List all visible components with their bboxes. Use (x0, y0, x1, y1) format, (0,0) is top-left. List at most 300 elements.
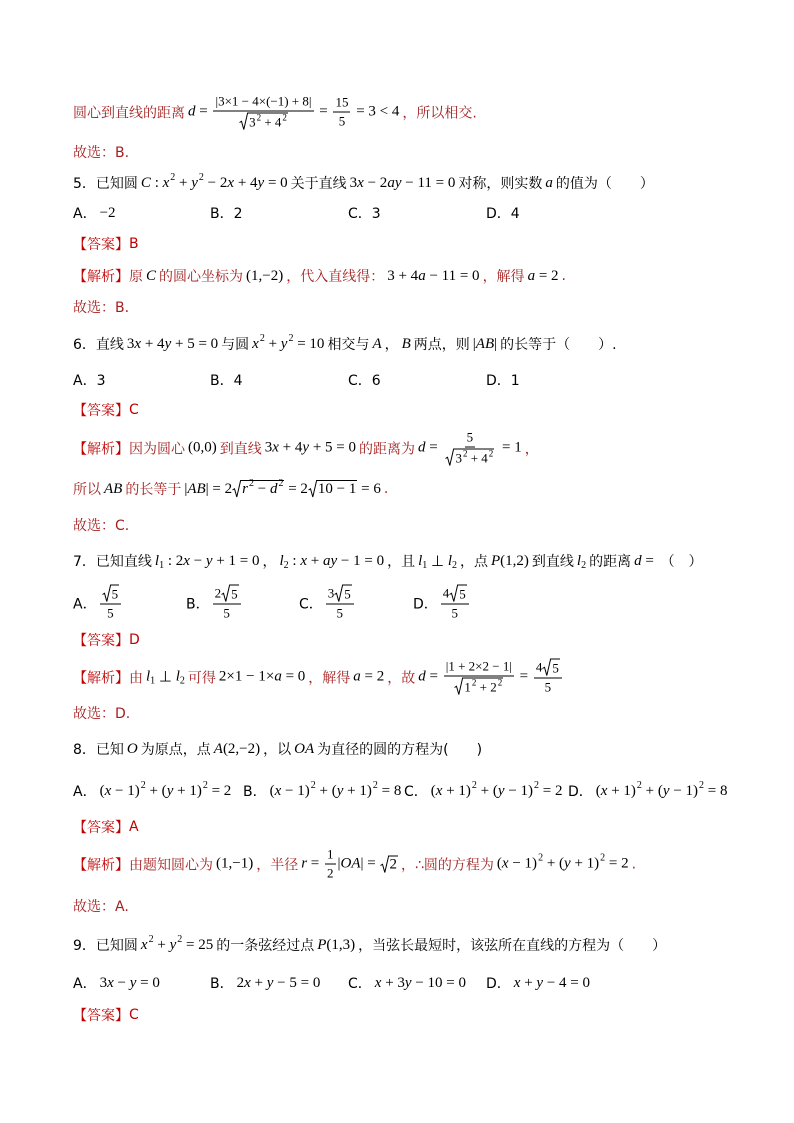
text-run: 6．直线 (73, 337, 124, 353)
text-run: D．1 (486, 373, 520, 389)
math-expression: 1 (327, 846, 334, 862)
analysis-line (73, 659, 564, 696)
math-expression: | (184, 480, 188, 497)
superscript: 2 (202, 779, 208, 791)
math-variable: l (447, 552, 452, 569)
math-expression: (1,−1) (216, 855, 254, 872)
fraction (325, 847, 336, 882)
text-run: 原 (129, 269, 143, 285)
superscript: 2 (148, 933, 154, 945)
math-expression: 2 (389, 856, 397, 872)
math-expression: = 8 (377, 782, 402, 799)
radicand (241, 480, 284, 498)
superscript: 2 (278, 478, 284, 489)
option-b (210, 370, 243, 390)
superscript: 2 (288, 332, 294, 344)
text-run: 的值为（ ） (555, 176, 654, 192)
math-expression: + (250, 974, 267, 991)
math-variable: AB (104, 480, 123, 497)
math-variable: OA (340, 855, 361, 872)
math-expression: 3 (349, 174, 358, 191)
math-variable: y (205, 552, 213, 569)
math-expression: 3 (264, 439, 273, 456)
fraction (326, 585, 354, 622)
math-expression: − 2 (363, 174, 388, 191)
math-expression: 1 (464, 679, 471, 694)
math-variable: d (417, 439, 426, 456)
superscript: 2 (372, 779, 378, 791)
math-expression: − 1) (504, 782, 534, 799)
superscript: 2 (259, 332, 265, 344)
text-run: . (631, 856, 637, 872)
math-expression: = 2 (207, 782, 232, 799)
math-variable: A (372, 335, 382, 352)
math-expression: | (472, 335, 476, 352)
math-expression: | = (360, 855, 380, 872)
section-tag: 【答案】 (73, 1008, 129, 1024)
text-run: 为直径的圆的方程为( ) (317, 742, 483, 758)
math-expression: 10 − 1 (317, 481, 357, 497)
math-expression: + ( (476, 782, 498, 799)
square-root (449, 585, 467, 603)
math-expression: 2 (214, 585, 222, 601)
math-expression: | (494, 335, 498, 352)
square-root (542, 659, 560, 677)
text-run: 两点，则 (413, 337, 470, 353)
math-expression: = 0 (281, 668, 306, 685)
text-run: C．6 (348, 373, 381, 389)
text-run: . (561, 268, 566, 284)
math-expression: − 4 = 0 (543, 974, 591, 991)
option-b (243, 781, 401, 801)
square-root (445, 449, 494, 467)
text-run: 8．已知 (73, 742, 124, 758)
radicand (454, 449, 494, 467)
math-variable: x (272, 439, 279, 456)
math-expression: 5 (459, 586, 466, 601)
option-c (348, 973, 466, 993)
math-expression: : 2 (164, 552, 184, 569)
math-variable: l (576, 552, 582, 569)
math-expression: − (253, 481, 270, 497)
fraction (534, 659, 562, 696)
stem-line (73, 935, 666, 955)
fraction-denominator (105, 605, 116, 622)
radicand (389, 855, 399, 873)
option-b (186, 585, 243, 622)
superscript: 2 (248, 478, 254, 489)
math-expression: (2,−2) (222, 740, 261, 757)
text-run: 对称，则实数 (458, 176, 543, 192)
math-expression: (0,0) (188, 439, 217, 456)
math-expression: −2 (99, 204, 116, 221)
text-run: 可得 (187, 670, 216, 686)
superscript: 2 (497, 677, 503, 687)
fraction (100, 585, 122, 622)
text-run: 因为圆心 (129, 441, 185, 457)
text-run: C (129, 402, 139, 418)
stem-line (73, 551, 703, 571)
fraction-denominator (452, 677, 505, 696)
math-variable: x (357, 174, 364, 191)
text-run: 的距离 (589, 554, 632, 570)
option-c (299, 585, 356, 622)
answer-line (73, 817, 139, 837)
radical-sign-icon (239, 113, 248, 131)
math-expression: = (515, 668, 532, 685)
fraction (213, 94, 313, 131)
square-root (221, 585, 239, 603)
text-run: ，半径 (256, 857, 299, 873)
math-variable: y (266, 974, 274, 991)
math-expression: + 1) (173, 782, 202, 799)
math-variable: x (300, 552, 308, 569)
math-expression: − 5 = 0 (273, 974, 321, 991)
text-run: 9．已知圆 (73, 938, 138, 954)
superscript: 2 (170, 171, 176, 183)
math-expression: = 2 (535, 267, 559, 284)
math-expression: − 2 (203, 174, 228, 191)
section-tag: 【答案】 (73, 633, 129, 649)
math-expression: 3 (249, 114, 256, 129)
math-expression: 5 (451, 605, 459, 621)
math-variable: a (545, 174, 553, 191)
radicand (343, 585, 352, 603)
option-d (486, 203, 520, 223)
math-expression: + (520, 974, 537, 991)
subscript: 2 (581, 559, 587, 571)
section-tag: 【解析】 (73, 269, 129, 285)
text-run: ， (524, 441, 539, 457)
text-run: ，解得 (482, 269, 525, 285)
text-run: D． (568, 784, 593, 800)
fraction-denominator (543, 679, 554, 696)
superscript: 2 (256, 112, 262, 122)
fraction-numerator (100, 585, 122, 605)
text-run: 的一条弦经过点 (216, 938, 315, 954)
math-expression: (1,−2) (246, 267, 284, 284)
math-variable: y (536, 974, 544, 991)
math-variable: x (162, 174, 170, 191)
section-tag: 【解析】 (73, 670, 129, 686)
math-variable: OA (294, 740, 315, 757)
square-root (454, 678, 503, 696)
math-expression: − 11 = 0 (401, 174, 456, 191)
text-run: B． (186, 596, 210, 612)
text-run: C． (348, 976, 372, 992)
radical-sign-icon (449, 585, 458, 603)
math-expression: = 0 (136, 974, 160, 991)
note-line (73, 94, 477, 131)
math-expression: ( (595, 782, 601, 799)
radicand (248, 113, 288, 131)
math-variable: B (401, 335, 411, 352)
math-variable: y (336, 782, 344, 799)
math-expression: |3×1 − 4×(−1) + 8| (215, 93, 312, 109)
math-variable: P (491, 552, 501, 569)
math-variable: x (501, 855, 509, 872)
text-run: 故选：C. (73, 518, 130, 534)
radical-sign-icon (232, 480, 241, 498)
math-expression: = 2 (284, 480, 308, 497)
text-run: 相交与 (327, 337, 370, 353)
text-run: 故选：D. (73, 706, 131, 722)
superscript: 2 (488, 448, 494, 458)
text-run: B (129, 236, 139, 252)
superscript: 2 (636, 779, 642, 791)
math-expression: ⊥ (427, 553, 448, 570)
section-tag: 【答案】 (73, 820, 129, 836)
math-expression: − (189, 552, 206, 569)
fraction-denominator (237, 112, 290, 131)
math-variable: a (353, 668, 361, 685)
fraction-denominator (325, 865, 336, 882)
text-run: 到直线 (219, 441, 262, 457)
section-tag: 【答案】 (73, 237, 129, 253)
text-run: 故选：B. (73, 145, 130, 161)
text-run: A． (73, 976, 97, 992)
text-run: A． (73, 784, 97, 800)
text-run: ，故 (387, 670, 416, 686)
superscript: 2 (600, 852, 606, 864)
option-d (486, 973, 590, 993)
math-expression: 15 (335, 94, 349, 110)
option-c (404, 781, 563, 801)
math-variable: x (134, 335, 142, 352)
option-a (73, 585, 123, 622)
square-root (239, 113, 288, 131)
math-expression: 3 (327, 585, 335, 601)
math-expression: + 3 (381, 974, 405, 991)
math-expression: + ( (145, 782, 167, 799)
text-run: A．3 (73, 373, 106, 389)
text-run: ， (262, 554, 277, 570)
radical-sign-icon (380, 855, 389, 873)
math-variable: x (252, 335, 259, 352)
subscript: 2 (452, 559, 457, 571)
text-run: 所以 (73, 482, 101, 498)
math-variable: x (374, 974, 382, 991)
radicand (463, 678, 503, 696)
math-expression: 5 (338, 113, 346, 129)
math-expression: = 2 (539, 782, 563, 799)
text-run: A． (73, 596, 97, 612)
math-expression: |1 + 2×2 − 1| (445, 658, 512, 674)
math-expression: 3 (455, 450, 462, 465)
math-expression: 5 (111, 586, 119, 601)
option-c (348, 203, 381, 223)
math-variable: a (274, 668, 282, 685)
math-variable: r (301, 855, 308, 872)
math-expression: ( (99, 782, 105, 799)
analysis-line (73, 847, 636, 882)
math-variable: y (169, 936, 177, 953)
fraction-denominator (337, 113, 348, 130)
math-expression: + (307, 552, 323, 569)
pick-line (73, 515, 129, 535)
option-c (348, 370, 381, 390)
math-expression: 5 (552, 660, 559, 675)
fraction-denominator (221, 605, 232, 622)
option-a (73, 973, 160, 993)
text-run: C (129, 1007, 139, 1023)
option-d (568, 781, 728, 801)
math-expression: 5 (107, 605, 114, 621)
pick-line (73, 896, 129, 916)
superscript: 2 (471, 779, 477, 791)
math-expression: 2 (236, 974, 245, 991)
section-tag: 【解析】 (73, 441, 129, 457)
math-expression: = 3 < 4 (352, 103, 400, 120)
math-expression: + (153, 936, 170, 953)
square-root (232, 480, 284, 498)
math-expression: : (150, 174, 163, 191)
fraction (444, 659, 514, 696)
text-run: ，代入直线得： (286, 269, 385, 285)
math-expression: + (175, 174, 192, 191)
pick-line (73, 703, 130, 723)
section-tag: 【答案】 (73, 403, 129, 419)
fraction-denominator (335, 605, 346, 622)
math-expression: | = 2 (205, 480, 233, 497)
math-variable: P (317, 936, 327, 953)
text-run: A． (73, 206, 97, 222)
math-expression: + 4 (141, 335, 165, 352)
math-expression: ( (430, 782, 436, 799)
option-a (73, 370, 105, 390)
math-variable: l (146, 668, 151, 685)
text-run: C． (299, 596, 323, 612)
math-expression: 5 (223, 605, 230, 621)
text-run: ，当弦长最短时，该弦所在直线的方程为（ ） (358, 938, 667, 954)
text-run: B．4 (210, 373, 243, 389)
math-variable: AB (475, 335, 495, 352)
radicand (230, 585, 239, 603)
subscript: 1 (150, 675, 156, 687)
math-expression: = 1 (498, 439, 522, 456)
text-run: C． (404, 784, 428, 800)
text-run: 故选：B. (73, 300, 130, 316)
analysis-line (73, 430, 539, 467)
math-expression: = 2 (360, 668, 385, 685)
text-run: B． (243, 784, 267, 800)
text-run: 的圆心坐标为 (159, 269, 244, 285)
option-a (73, 781, 231, 801)
math-expression: + 1 = 0 (212, 552, 260, 569)
math-expression: 5 (466, 429, 474, 445)
math-expression: = 25 (182, 936, 214, 953)
math-variable: x (140, 936, 148, 953)
math-variable: l (279, 552, 284, 569)
math-variable: C (146, 267, 157, 284)
math-variable: ay (322, 552, 338, 569)
math-expression: ( (496, 855, 502, 872)
text-run: D (129, 632, 140, 648)
math-expression: − 1) (508, 855, 538, 872)
math-expression: 5 (544, 679, 552, 695)
math-expression: ⊥ (155, 669, 176, 686)
math-variable: d (634, 552, 642, 569)
text-run: D． (486, 976, 511, 992)
math-expression: + ( (641, 782, 663, 799)
stem-line (73, 739, 482, 759)
radicand (458, 585, 467, 603)
math-variable: C (140, 174, 151, 191)
math-variable: x (274, 782, 282, 799)
math-variable: y (191, 174, 198, 191)
math-expression: = (315, 103, 332, 120)
text-run: ，所以相交. (402, 105, 477, 121)
math-expression: + ( (315, 782, 337, 799)
fraction-numerator (213, 94, 313, 112)
square-root (334, 585, 352, 603)
superscript: 2 (140, 779, 146, 791)
option-d (486, 370, 520, 390)
math-expression: + 5 = 0 (171, 335, 219, 352)
math-expression: 2 (327, 865, 334, 881)
superscript: 2 (534, 779, 540, 791)
answer-line (73, 400, 139, 420)
math-expression: 3 (99, 974, 108, 991)
radicand (317, 480, 357, 498)
math-variable: y (164, 335, 172, 352)
math-variable: y (166, 782, 174, 799)
math-expression: + 4 (278, 439, 303, 456)
fraction (441, 585, 469, 622)
math-variable: d (418, 668, 426, 685)
superscript: 2 (462, 448, 468, 458)
math-expression: − 10 = 0 (411, 974, 467, 991)
text-run: ，点 (460, 554, 488, 570)
math-variable: x (435, 782, 443, 799)
square-root (380, 855, 399, 873)
text-run: 7．已知直线 (73, 554, 152, 570)
option-d (413, 585, 471, 622)
math-expression: + 1) (570, 855, 600, 872)
radical-sign-icon (542, 659, 551, 677)
math-variable: y (404, 974, 412, 991)
math-variable: y (302, 439, 310, 456)
math-expression: = (425, 439, 442, 456)
stem-line (73, 173, 654, 193)
text-run: . (383, 481, 389, 497)
math-variable: y (257, 174, 265, 191)
math-variable: x (227, 174, 235, 191)
math-expression: − 11 = 0 (425, 267, 480, 284)
square-root (102, 585, 120, 603)
text-run: 由 (129, 670, 143, 686)
superscript: 2 (177, 933, 183, 945)
section-tag: 【解析】 (73, 857, 129, 873)
math-variable: d (188, 103, 196, 120)
text-run: ，以 (263, 742, 292, 758)
answer-line (73, 1005, 139, 1025)
math-expression: 3 (126, 335, 135, 352)
text-run: 到直线 (531, 554, 574, 570)
math-expression: = 10 (293, 335, 325, 352)
math-variable: l (175, 668, 180, 685)
superscript: 2 (538, 852, 544, 864)
math-expression: = 6 (357, 480, 381, 497)
subscript: 1 (159, 559, 165, 571)
math-expression: 2×1 − 1× (218, 668, 275, 685)
text-run: D．4 (486, 206, 520, 222)
math-expression: + 1) (442, 782, 471, 799)
math-expression: : (288, 552, 301, 569)
subscript: 2 (179, 675, 185, 687)
math-expression: + 4 (234, 174, 258, 191)
math-variable: y (129, 974, 137, 991)
